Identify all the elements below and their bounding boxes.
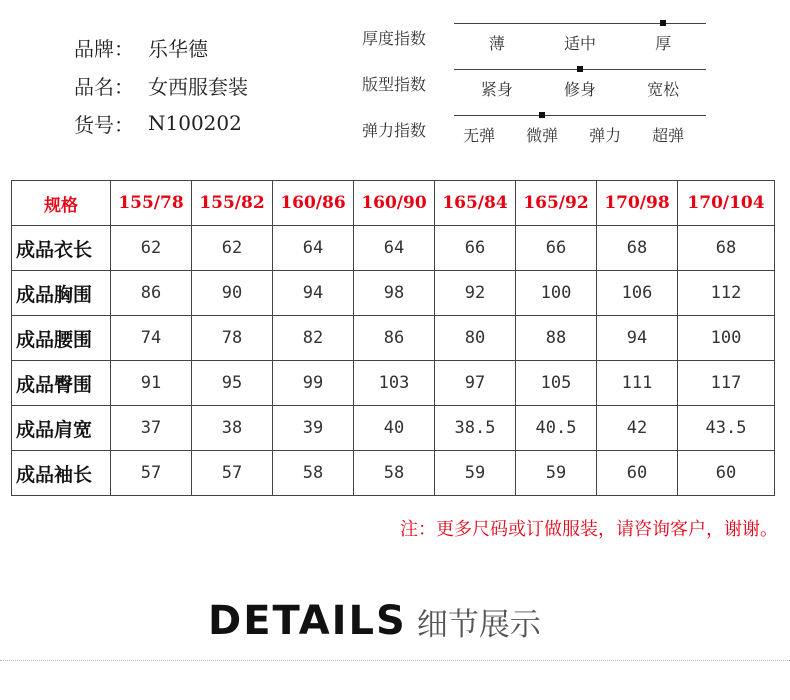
table-row (12, 226, 775, 271)
measurement-value: 59 (435, 451, 516, 496)
code-value: N100202 (148, 111, 242, 135)
index-label: 厚度指数 (362, 29, 427, 48)
size-header: 155/78 (111, 181, 192, 226)
table-row (12, 361, 775, 406)
index-marker (660, 20, 666, 26)
details-title-cn: 细节展示 (416, 606, 541, 643)
size-header: 155/82 (192, 181, 273, 226)
index-marker (539, 112, 545, 118)
measurement-value: 117 (678, 361, 775, 406)
dotted-divider (0, 660, 790, 661)
measurement-value: 60 (597, 451, 678, 496)
size-header-row (12, 181, 775, 226)
measurement-value: 57 (192, 451, 273, 496)
measurement-value: 80 (435, 316, 516, 361)
index-option: 修身 (563, 80, 597, 99)
size-header: 160/90 (354, 181, 435, 226)
measurement-value: 68 (597, 226, 678, 271)
measurement-label: 成品腰围 (12, 316, 111, 361)
size-table (11, 180, 775, 496)
measurement-value: 59 (516, 451, 597, 496)
spec-header: 规格 (12, 181, 111, 226)
name-label: 品名： (74, 74, 134, 99)
product-info (74, 28, 248, 142)
measurement-value: 66 (516, 226, 597, 271)
measurement-value: 74 (111, 316, 192, 361)
index-row (362, 14, 708, 60)
measurement-value: 78 (192, 316, 273, 361)
index-scale-line (454, 23, 706, 24)
measurement-value: 66 (435, 226, 516, 271)
measurement-value: 94 (273, 271, 354, 316)
measurement-value: 58 (273, 451, 354, 496)
measurement-value: 106 (597, 271, 678, 316)
brand-row (74, 28, 248, 66)
measurement-value: 95 (192, 361, 273, 406)
measurement-label: 成品胸围 (12, 271, 111, 316)
index-scales (362, 14, 708, 152)
details-heading (208, 598, 541, 644)
index-option: 厚 (655, 34, 672, 53)
measurement-value: 99 (273, 361, 354, 406)
index-option: 薄 (488, 34, 505, 53)
measurement-value: 38.5 (435, 406, 516, 451)
measurement-value: 37 (111, 406, 192, 451)
measurement-value: 88 (516, 316, 597, 361)
table-row (12, 451, 775, 496)
measurement-value: 62 (111, 226, 192, 271)
measurement-label: 成品臀围 (12, 361, 111, 406)
size-header: 170/98 (597, 181, 678, 226)
measurement-value: 64 (354, 226, 435, 271)
measurement-value: 92 (435, 271, 516, 316)
name-row (74, 66, 248, 104)
index-marker (577, 66, 583, 72)
code-label: 货号： (74, 112, 134, 137)
measurement-value: 98 (354, 271, 435, 316)
measurement-value: 90 (192, 271, 273, 316)
measurement-label: 成品肩宽 (12, 406, 111, 451)
size-header: 165/84 (435, 181, 516, 226)
index-scale-line (454, 115, 706, 116)
index-option: 微弹 (526, 126, 559, 145)
measurement-value: 42 (597, 406, 678, 451)
index-row (362, 106, 708, 152)
custom-size-note: 注：更多尺码或订做服装，请咨询客户，谢谢。 (400, 519, 778, 540)
table-row (12, 271, 775, 316)
index-option: 紧身 (480, 80, 513, 99)
measurement-value: 38 (192, 406, 273, 451)
index-option: 超弹 (652, 126, 685, 145)
name-value: 女西服套装 (148, 74, 248, 99)
measurement-value: 43.5 (678, 406, 775, 451)
brand-label: 品牌： (74, 36, 134, 61)
size-header: 160/86 (273, 181, 354, 226)
measurement-value: 60 (678, 451, 775, 496)
index-label: 弹力指数 (362, 121, 427, 140)
measurement-value: 82 (273, 316, 354, 361)
measurement-value: 94 (597, 316, 678, 361)
measurement-value: 100 (678, 316, 775, 361)
size-header: 170/104 (678, 181, 775, 226)
measurement-value: 103 (354, 361, 435, 406)
measurement-value: 64 (273, 226, 354, 271)
index-option: 适中 (563, 34, 597, 53)
code-row (74, 104, 248, 142)
measurement-value: 62 (192, 226, 273, 271)
measurement-value: 100 (516, 271, 597, 316)
size-header: 165/92 (516, 181, 597, 226)
table-row (12, 316, 775, 361)
measurement-value: 40.5 (516, 406, 597, 451)
measurement-value: 91 (111, 361, 192, 406)
measurement-value: 105 (516, 361, 597, 406)
measurement-value: 111 (597, 361, 678, 406)
measurement-value: 57 (111, 451, 192, 496)
brand-value: 乐华德 (148, 36, 208, 61)
measurement-value: 68 (678, 226, 775, 271)
measurement-label: 成品袖长 (12, 451, 111, 496)
measurement-label: 成品衣长 (12, 226, 111, 271)
measurement-value: 58 (354, 451, 435, 496)
measurement-value: 86 (354, 316, 435, 361)
measurement-value: 40 (354, 406, 435, 451)
measurement-value: 112 (678, 271, 775, 316)
measurement-value: 39 (273, 406, 354, 451)
index-label: 版型指数 (362, 75, 427, 94)
measurement-value: 86 (111, 271, 192, 316)
table-row (12, 406, 775, 451)
index-option: 宽松 (647, 80, 680, 99)
index-option: 弹力 (589, 126, 622, 145)
index-scale-line (454, 69, 706, 70)
index-option: 无弹 (463, 126, 496, 145)
details-title-en: DETAILS (208, 598, 407, 644)
measurement-value: 97 (435, 361, 516, 406)
index-row (362, 60, 708, 106)
